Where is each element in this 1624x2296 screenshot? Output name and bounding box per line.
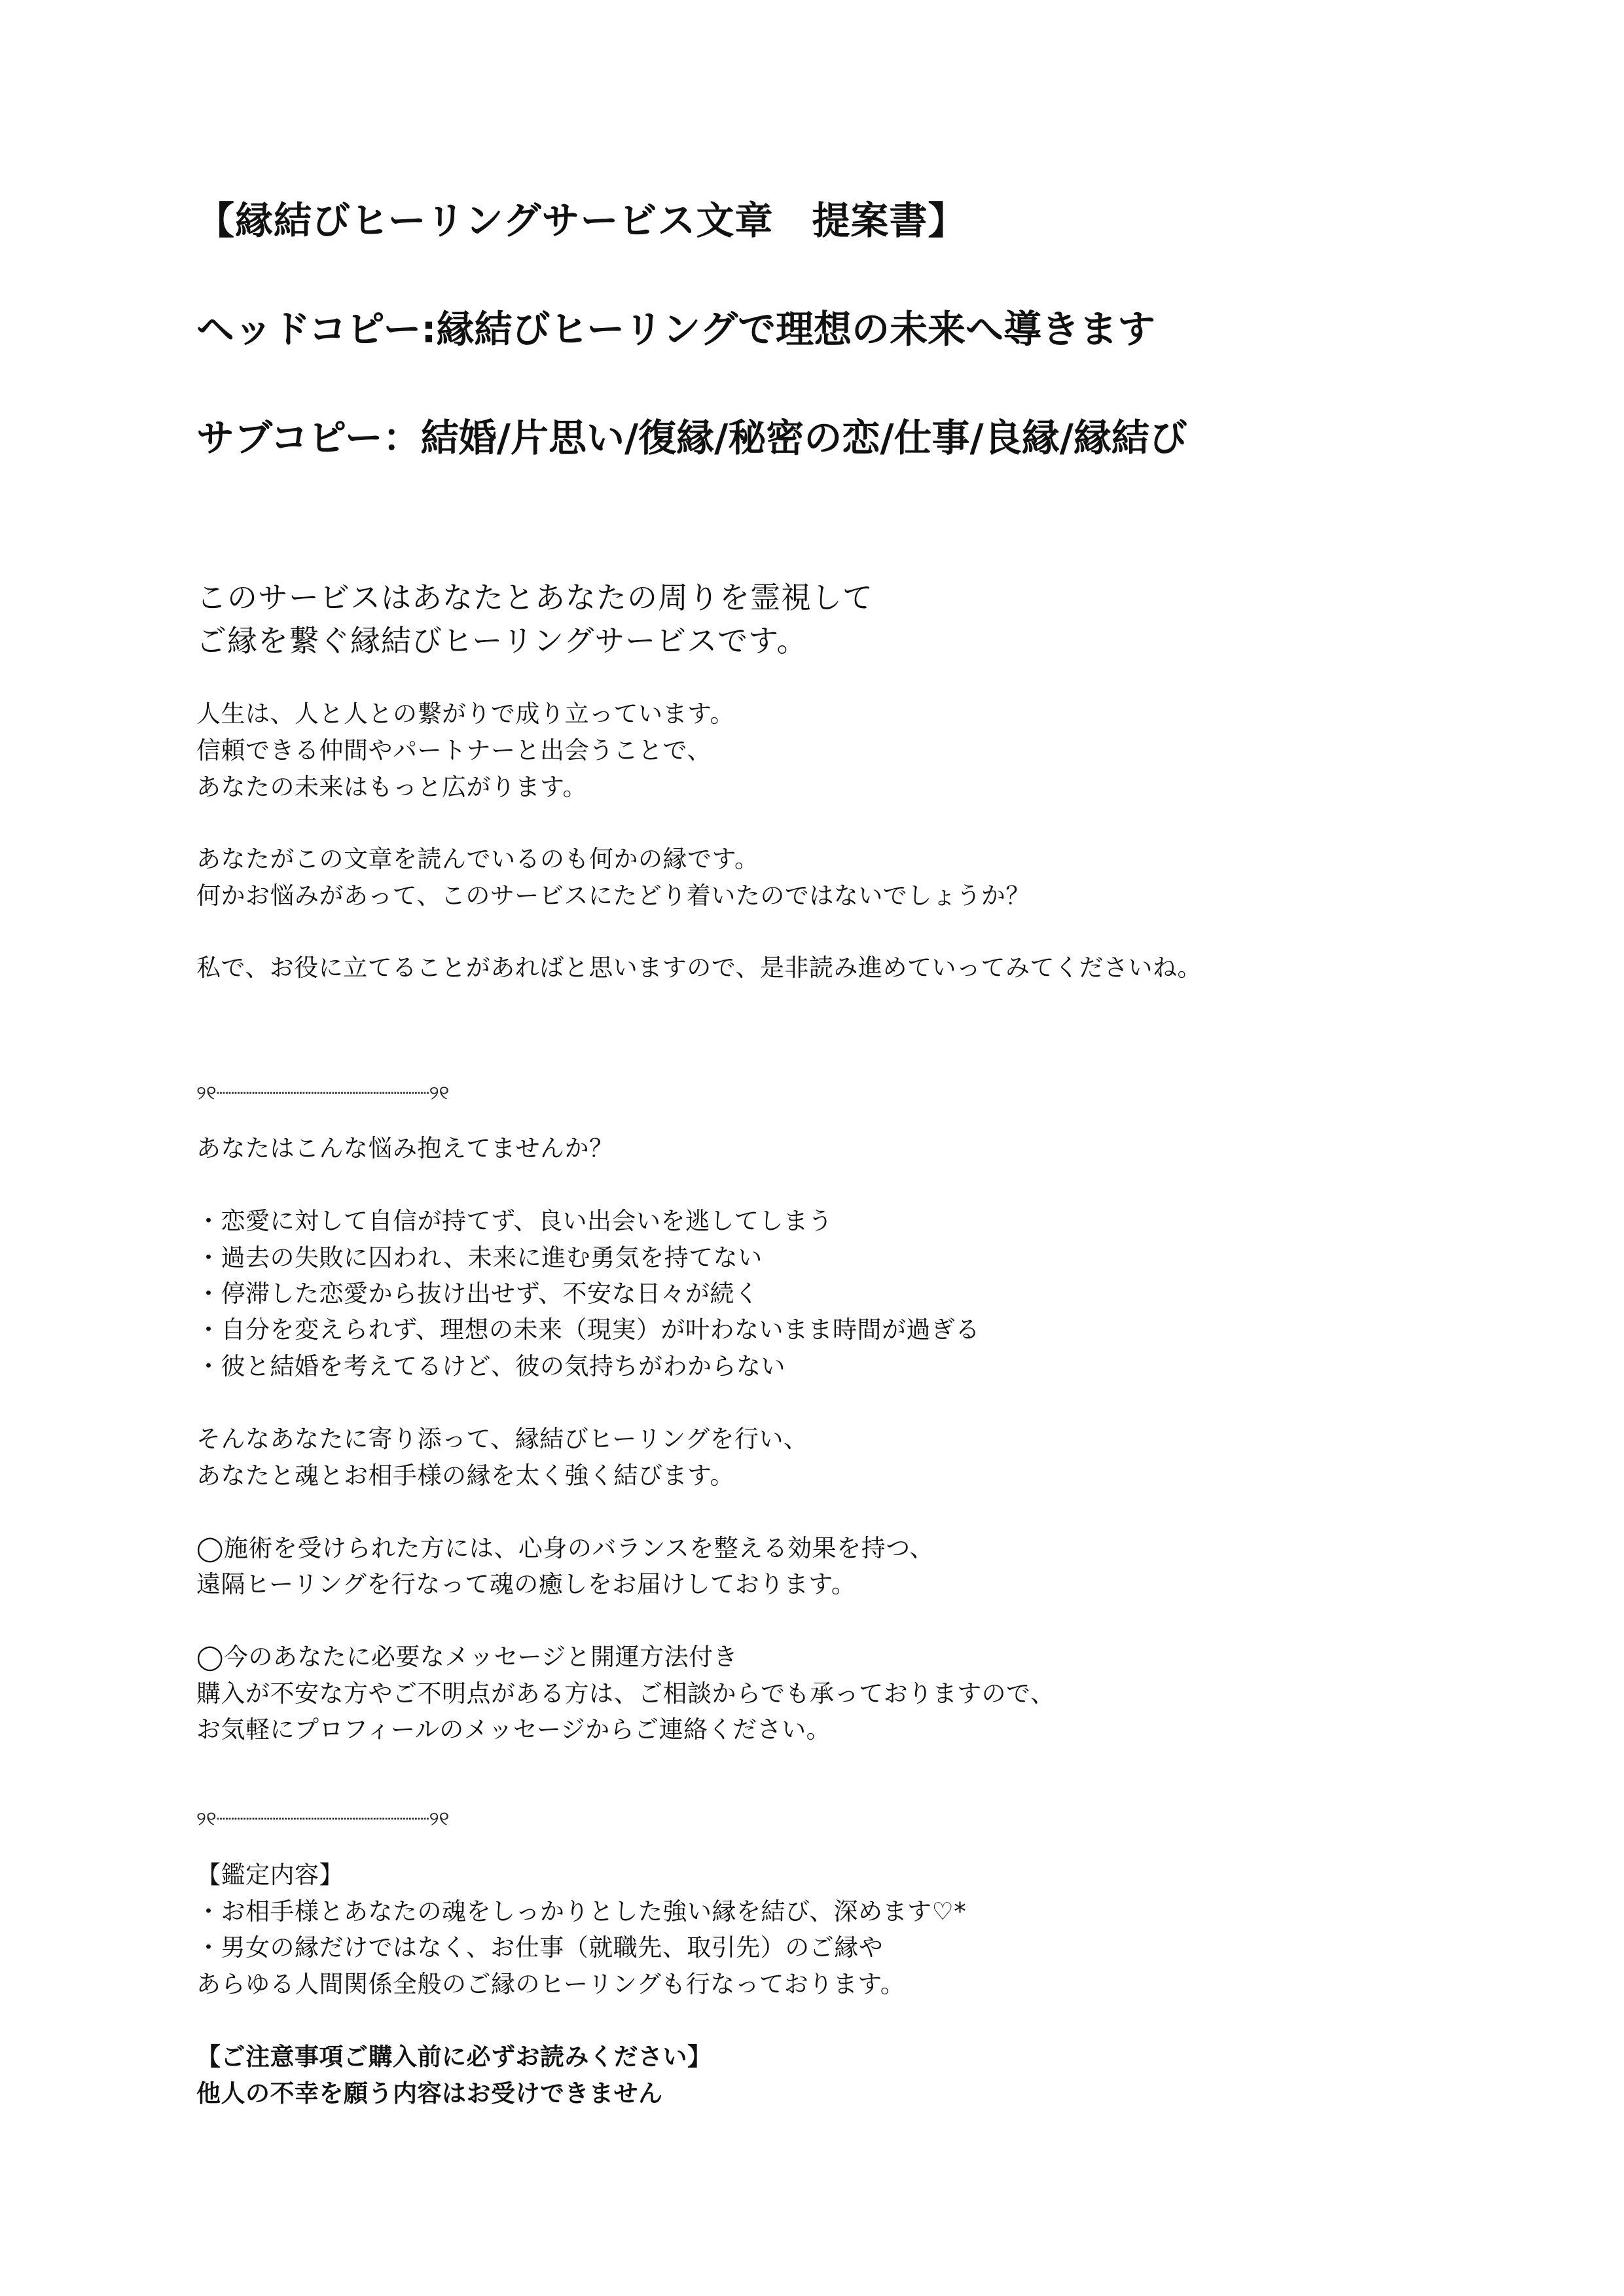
- notice-item: 他人の不幸を願う内容はお受けできません: [196, 2079, 663, 2108]
- worry-question: あなたはこんな悩み抱えてませんか？: [196, 1134, 614, 1162]
- para1-line-3: あなたの未来はもっと広がります。: [196, 773, 588, 801]
- content-item: あらゆる人間関係全般のご縁のヒーリングも行なっております。: [196, 1970, 905, 1998]
- para2-line-2: 何かお悩みがあって、このサービスにたどり着いたのではないでしょうか？: [196, 882, 1030, 910]
- point1-line-1: ◯施術を受けられた方には、心身のバランスを整える効果を持つ、: [196, 1534, 934, 1562]
- intro-line-1: このサービスはあなたとあなたの周りを霊視して: [196, 580, 873, 615]
- content-heading: 【鑑定内容】: [196, 1861, 344, 1889]
- worry-item: ・恋愛に対して自信が持てず、良い出会いを逃してしまう: [196, 1207, 833, 1235]
- content-item: ・男女の縁だけではなく、お仕事（就職先、取引先）のご縁や: [196, 1933, 884, 1962]
- sub-copy: サブコピー：結婚/片思い/復縁/秘密の恋/仕事/良縁/縁結び: [196, 416, 1187, 460]
- head-copy: ヘッドコピー:縁結びヒーリングで理想の未来へ導きます: [196, 307, 1156, 351]
- support-line-2: あなたと魂とお相手様の縁を太く強く結びます。: [196, 1462, 735, 1490]
- para1-line-2: 信頼できる仲間やパートナーと出会うことで、: [196, 736, 712, 764]
- worry-item: ・停滞した恋愛から抜け出せず、不安な日々が続く: [196, 1280, 759, 1308]
- point1-line-2: 遠隔ヒーリングを行なって魂の癒しをお届けしております。: [196, 1570, 856, 1598]
- ornament-divider-1: ୨୧┈┈┈┈┈┈┈┈┈┈┈┈┈┈┈┈┈┈୨୧: [196, 1082, 450, 1105]
- worry-item: ・自分を変えられず、理想の未来（現実）が叶わないまま時間が過ぎる: [196, 1316, 981, 1344]
- intro-line-2: ご縁を繋ぐ縁結びヒーリングサービスです。: [196, 623, 808, 658]
- document-title: 【縁結びヒーリングサービス文章 提案書】: [196, 198, 967, 243]
- worry-item: ・彼と結婚を考えてるけど、彼の気持ちがわからない: [196, 1352, 785, 1380]
- worry-item: ・過去の失敗に囚われ、未来に進む勇気を持てない: [196, 1244, 763, 1272]
- point2-line-3: お気軽にプロフィールのメッセージからご連絡ください。: [196, 1715, 831, 1744]
- para2-line-1: あなたがこの文章を読んでいるのも何かの縁です。: [196, 845, 759, 873]
- ornament-divider-2: ୨୧┈┈┈┈┈┈┈┈┈┈┈┈┈┈┈┈┈┈୨୧: [196, 1808, 450, 1831]
- support-line-1: そんなあなたに寄り添って、縁結びヒーリングを行い、: [196, 1425, 808, 1453]
- point2-line-2: 購入が不安な方やご不明点がある方は、ご相談からでも承っておりますので、: [196, 1679, 1055, 1708]
- para3-line: 私で、お役に立てることがあればと思いますので、是非読み進めていってみてくださいね。: [196, 954, 1202, 982]
- para1-line-1: 人生は、人と人との繋がりで成り立っています。: [196, 700, 735, 728]
- notice-heading: 【ご注意事項ご購入前に必ずお読みください】: [196, 2043, 712, 2071]
- point2-line-1: ◯今のあなたに必要なメッセージと開運方法付き: [196, 1643, 738, 1671]
- content-item: ・お相手様とあなたの魂をしっかりとした強い縁を結び、深めます♡*: [196, 1897, 967, 1926]
